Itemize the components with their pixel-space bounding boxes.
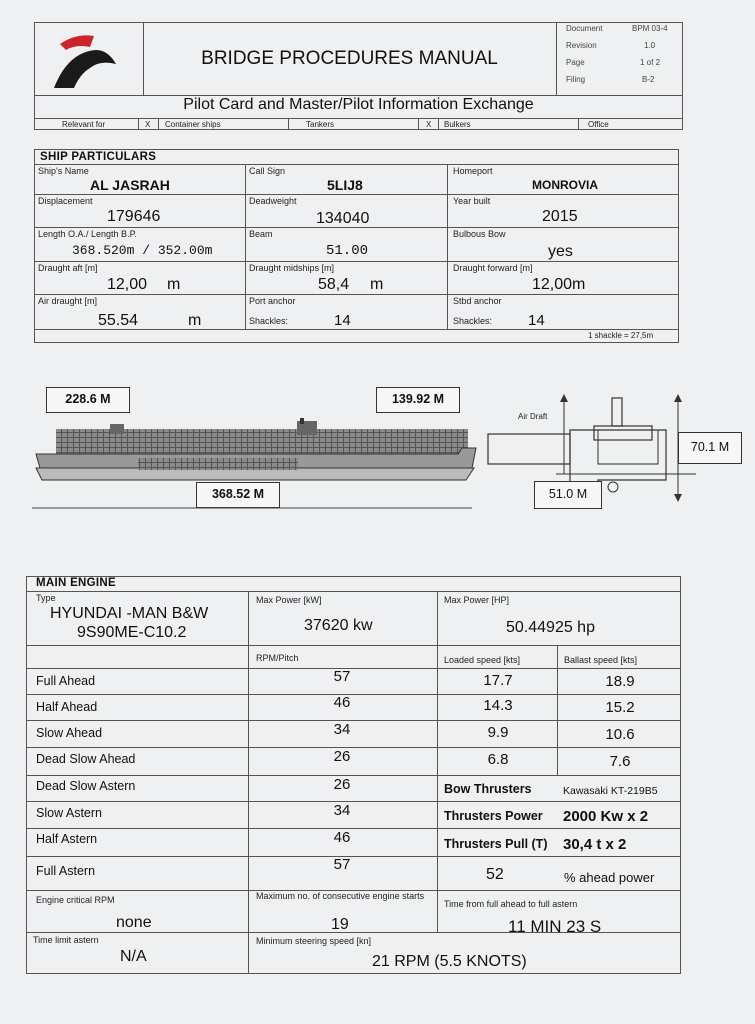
- dim-fwd-box: 139.92 M: [376, 387, 460, 413]
- thrusters-power-value: 2000 Kw x 2: [563, 808, 649, 825]
- dead-slow-astern-label: Dead Slow Astern: [36, 779, 136, 793]
- year-built-label: Year built: [453, 196, 491, 206]
- min-steering-speed-label: Minimum steering speed [kn]: [256, 936, 372, 946]
- ship-particulars-title: SHIP PARTICULARS: [40, 151, 157, 163]
- full-ahead-astern-time-label: Time from full ahead to full astern: [444, 899, 578, 909]
- full-ahead-rpm: 57: [333, 668, 351, 685]
- type-label: Type: [36, 593, 56, 603]
- manual-title: BRIDGE PROCEDURES MANUAL: [201, 48, 498, 69]
- homeport: MONROVIA: [532, 178, 598, 192]
- call-sign-label: Call Sign: [249, 166, 286, 176]
- full-astern-rpm: 57: [333, 856, 351, 873]
- thrusters-power-label: Thrusters Power: [444, 809, 543, 823]
- time-limit-astern: N/A: [120, 948, 147, 965]
- ballast-speed-label: Ballast speed [kts]: [564, 655, 638, 665]
- office-label: Office: [588, 120, 609, 129]
- consecutive-starts-label: Maximum no. of consecutive engine starts: [256, 891, 425, 901]
- deadweight: 134040: [316, 210, 370, 227]
- beam-label: Beam: [249, 229, 273, 239]
- slow-ahead-rpm: 34: [333, 721, 351, 738]
- slow-ahead-label: Slow Ahead: [36, 726, 103, 740]
- half-ahead-loaded: 14.3: [483, 697, 513, 714]
- engine-critical-rpm-label: Engine critical RPM: [36, 895, 115, 905]
- half-ahead-label: Half Ahead: [36, 700, 98, 714]
- ship-name-label: Ship's Name: [38, 166, 89, 176]
- call-sign: 5LIJ8: [327, 177, 363, 193]
- max-power-kw: 37620 kw: [304, 617, 373, 634]
- air-draught-unit: m: [188, 312, 202, 329]
- beam: 51.00: [326, 243, 369, 259]
- half-astern-label: Half Astern: [36, 832, 98, 846]
- half-astern-rpm: 46: [333, 829, 351, 846]
- draught-aft-label: Draught aft [m]: [38, 263, 98, 273]
- stbd-anchor-label: Stbd anchor: [453, 296, 502, 306]
- dim-loa-box: 368.52 M: [196, 482, 280, 508]
- bow-thrusters-label: Bow Thrusters: [444, 782, 532, 796]
- max-power-hp: 50.44925 hp: [506, 619, 595, 636]
- homeport-label: Homeport: [453, 166, 493, 176]
- port-shackles: 14: [334, 312, 351, 329]
- ahead-power-value: 52: [486, 866, 504, 883]
- dead-slow-ahead-label: Dead Slow Ahead: [36, 752, 136, 766]
- full-ahead-ballast: 18.9: [605, 673, 635, 690]
- length-label: Length O.A./ Length B.P.: [38, 229, 137, 239]
- dead-slow-ahead-loaded: 6.8: [487, 751, 509, 768]
- draught-mid: 58,4: [318, 276, 350, 293]
- page-subtitle: Pilot Card and Master/Pilot Information Exchange: [183, 96, 534, 113]
- max-power-hp-label: Max Power [HP]: [444, 595, 510, 605]
- company-logo: [50, 30, 122, 90]
- bulkers-mark: X: [426, 120, 432, 129]
- bulbous-bow-label: Bulbous Bow: [453, 229, 506, 239]
- port-shackles-label: Shackles:: [249, 316, 289, 326]
- main-engine-title: MAIN ENGINE: [36, 577, 116, 589]
- tankers-label: Tankers: [306, 120, 335, 129]
- shackle-note: 1 shackle = 27,5m: [588, 331, 654, 340]
- displacement: 179646: [107, 208, 161, 225]
- time-limit-astern-label: Time limit astern: [33, 935, 99, 945]
- length: 368.520m / 352.00m: [72, 243, 213, 258]
- slow-ahead-ballast: 10.6: [605, 726, 635, 743]
- rpm-pitch-label: RPM/Pitch: [256, 653, 299, 663]
- bulbous-bow: yes: [548, 243, 573, 260]
- deadweight-label: Deadweight: [249, 196, 297, 206]
- min-steering-speed: 21 RPM (5.5 KNOTS): [372, 953, 527, 970]
- relevant-for-label: Relevant for: [62, 120, 106, 129]
- engine-type-line2: 9S90ME-C10.2: [77, 624, 187, 641]
- dim-beam-box: 51.0 M: [534, 481, 602, 509]
- air-draught-label: Air draught [m]: [38, 296, 98, 306]
- thrusters-pull-value: 30,4 t x 2: [563, 836, 627, 853]
- thrusters-pull-label: Thrusters Pull (T): [444, 837, 548, 851]
- dead-slow-astern-rpm: 26: [333, 776, 351, 793]
- full-astern-label: Full Astern: [36, 864, 96, 878]
- full-ahead-label: Full Ahead: [36, 674, 96, 688]
- engine-critical-rpm: none: [116, 914, 152, 931]
- slow-astern-rpm: 34: [333, 802, 351, 819]
- engine-type-line1: HYUNDAI -MAN B&W: [50, 605, 209, 622]
- dim-aft-box: 228.6 M: [46, 387, 130, 413]
- max-power-kw-label: Max Power [kW]: [256, 595, 322, 605]
- full-ahead-loaded: 17.7: [483, 672, 513, 689]
- full-ahead-astern-time: 11 MIN 23 S: [508, 917, 602, 936]
- ahead-power-label: % ahead power: [564, 870, 655, 885]
- draught-mid-unit: m: [370, 276, 384, 293]
- displacement-label: Displacement: [38, 196, 93, 206]
- stbd-shackles: 14: [528, 312, 545, 329]
- half-ahead-ballast: 15.2: [605, 699, 635, 716]
- slow-astern-label: Slow Astern: [36, 806, 103, 820]
- draught-fwd: 12,00m: [532, 276, 586, 293]
- air-draft-label: Air Draft: [518, 412, 548, 421]
- air-draught: 55.54: [98, 312, 139, 329]
- bow-thrusters-value: Kawasaki KT-219B5: [563, 785, 658, 797]
- dead-slow-ahead-ballast: 7.6: [609, 753, 631, 770]
- doc-info-table: Document BPM 03-4 Revision 1.0 Page 1 of 2 Filing B-2: [566, 24, 668, 84]
- draught-aft-unit: m: [167, 276, 181, 293]
- dim-height-box: 70.1 M: [678, 432, 742, 464]
- draught-mid-label: Draught midships [m]: [249, 263, 335, 273]
- half-ahead-rpm: 46: [333, 694, 351, 711]
- draught-aft: 12,00: [107, 276, 148, 293]
- year-built: 2015: [542, 208, 578, 225]
- port-anchor-label: Port anchor: [249, 296, 296, 306]
- loaded-speed-label: Loaded speed [kts]: [444, 655, 521, 665]
- dead-slow-ahead-rpm: 26: [333, 748, 351, 765]
- slow-ahead-loaded: 9.9: [487, 724, 509, 741]
- stbd-shackles-label: Shackles:: [453, 316, 493, 326]
- bulkers-label: Bulkers: [444, 120, 471, 129]
- consecutive-starts: 19: [331, 916, 349, 933]
- ship-side-profile: [32, 418, 478, 510]
- draught-fwd-label: Draught forward [m]: [453, 263, 533, 273]
- container-ships-label: Container ships: [165, 120, 221, 129]
- ship-name: AL JASRAH: [90, 177, 170, 193]
- container-mark: X: [145, 120, 151, 129]
